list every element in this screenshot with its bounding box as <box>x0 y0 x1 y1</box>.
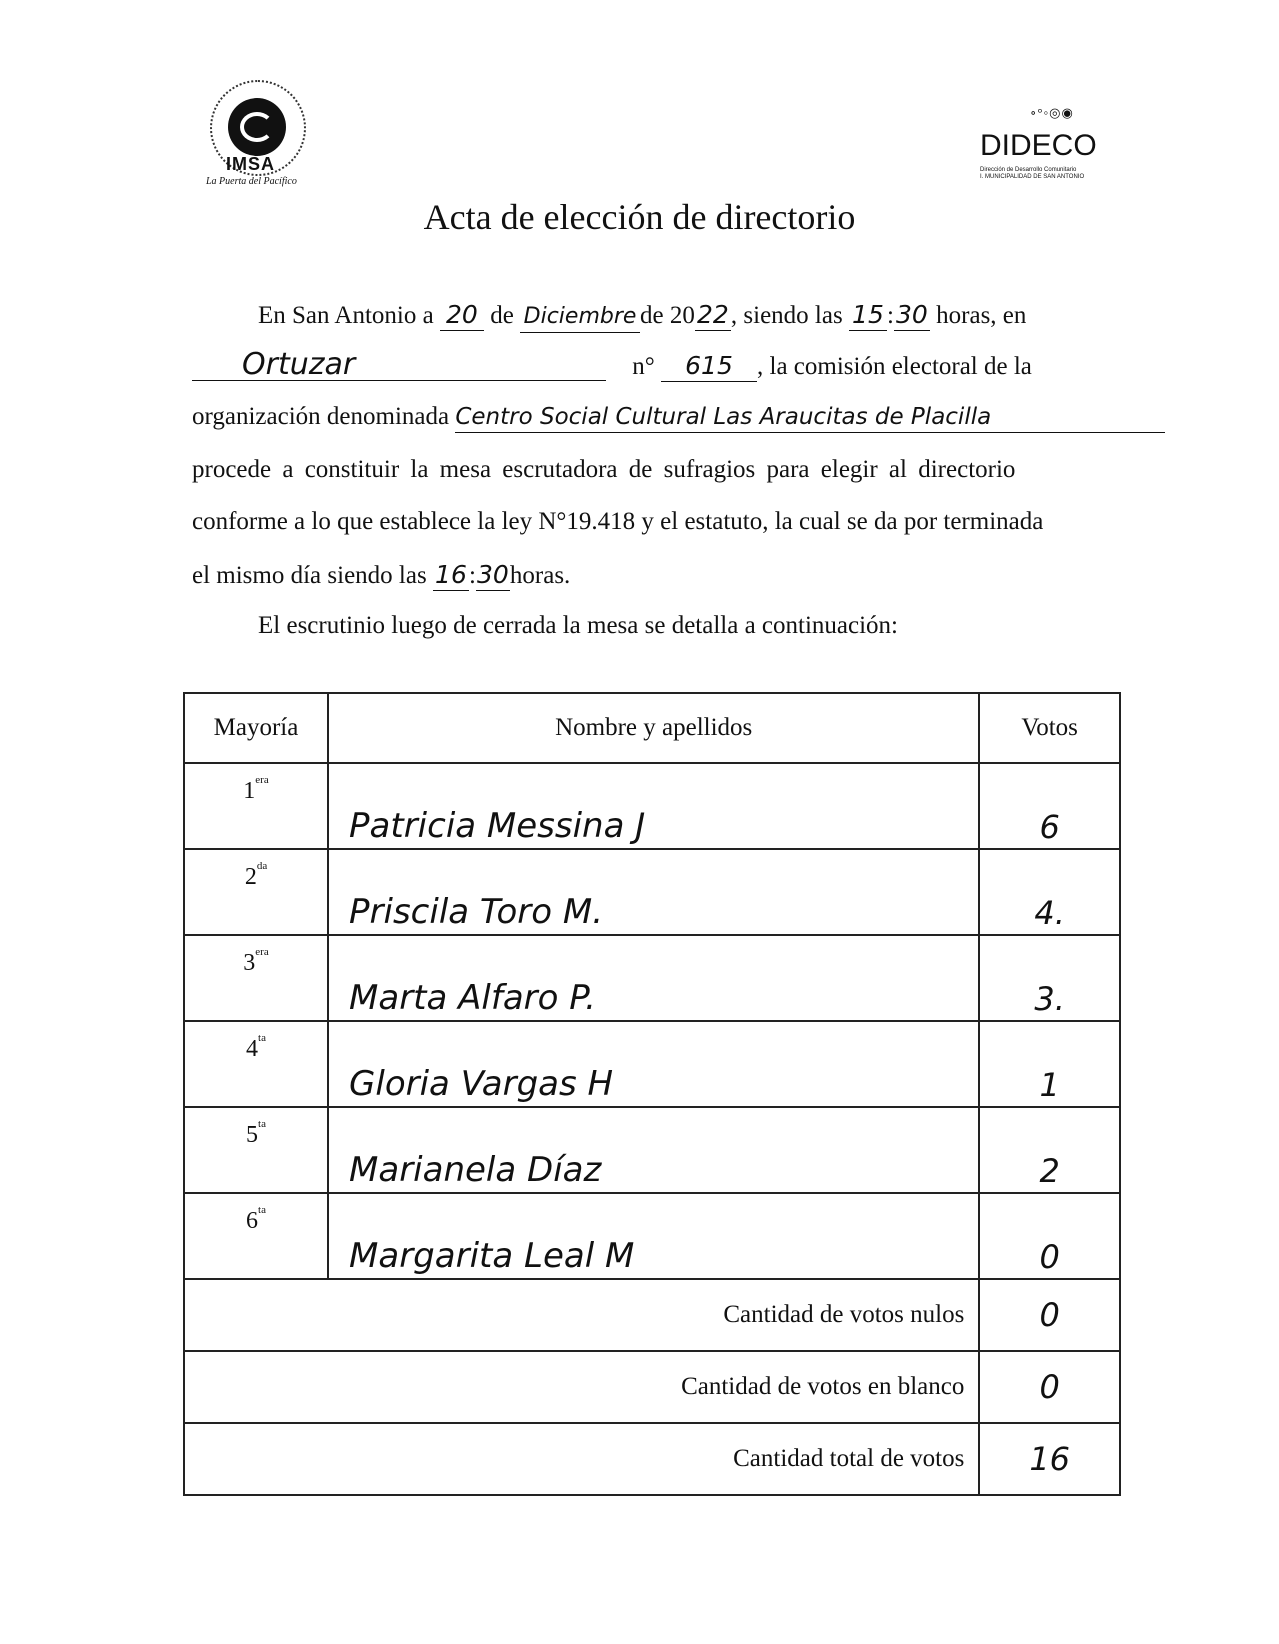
row-name: Marianela Díaz <box>328 1107 979 1193</box>
table-row <box>184 849 1120 935</box>
row-rank: $1^{era}$ <box>184 763 328 849</box>
start-minute-field: 30 <box>894 300 930 331</box>
row-name: Margarita Leal M <box>328 1193 979 1279</box>
header-name: Nombre y apellidos <box>328 693 979 763</box>
row-rank: $5^{ta}$ <box>184 1107 328 1193</box>
end-minute-field: 30 <box>477 560 509 589</box>
row-votes: 4. <box>979 849 1120 935</box>
row-rank: $3^{era}$ <box>184 935 328 1021</box>
table-row <box>184 1193 1120 1279</box>
votes-table <box>183 692 1121 1496</box>
row-name: Marta Alfaro P. <box>328 935 979 1021</box>
row-votes: 1 <box>979 1021 1120 1107</box>
imsa-logo-name: IMSA <box>226 154 275 174</box>
row-name: Gloria Vargas H <box>328 1021 979 1107</box>
header-rank: Mayoría <box>184 693 328 763</box>
end-hour-field: 16 <box>433 560 469 591</box>
row-rank: $6^{ta}$ <box>184 1193 328 1279</box>
blank-votes-label: Cantidad de votos en blanco <box>184 1351 979 1423</box>
row-name: Priscila Toro M. <box>328 849 979 935</box>
table-row <box>184 1107 1120 1193</box>
table-row <box>184 1021 1120 1107</box>
row-name: Patricia Messina J <box>328 763 979 849</box>
street-field: Ortuzar <box>192 350 606 381</box>
paragraph-line-4: procede a constituir la mesa escrutadora de sufragios para elegir al directorio <box>192 456 1016 483</box>
dideco-logo-subtitle: Dirección de Desarrollo Comunitario I. MUNICIPALIDAD DE SAN ANTONIO <box>980 167 1085 180</box>
total-votes-label: Cantidad total de votos <box>184 1423 979 1495</box>
imsa-logo-tagline: La Puerta del Pacífico <box>206 176 297 187</box>
day-field: 20 <box>440 300 484 331</box>
blank-votes-row <box>184 1351 1120 1423</box>
paragraph-line-1: En San Antonio a 20 de Diciembre de 2022, siendo las 15 :30 horas, en <box>258 300 1026 333</box>
row-votes: 6 <box>979 763 1120 849</box>
null-votes-value: 0 <box>979 1279 1120 1351</box>
row-votes: 3. <box>979 935 1120 1021</box>
month-field: Diciembre <box>520 302 640 333</box>
year-field: 22 <box>695 300 731 331</box>
row-votes: 2 <box>979 1107 1120 1193</box>
organization-name-field: Centro Social Cultural Las Araucitas de Placilla <box>455 402 1165 433</box>
header-votes: Votos <box>979 693 1120 763</box>
street-number-field: 615 <box>661 351 757 382</box>
paragraph-line-6: el mismo día siendo las 16:30horas. <box>192 560 571 589</box>
null-votes-row <box>184 1279 1120 1351</box>
paragraph-line-3: organización denominada Centro Social Cultural Las Araucitas de Placilla <box>192 402 1165 433</box>
total-votes-value: 16 <box>979 1423 1120 1495</box>
paragraph-line-2: Ortuzar n° 615 , la comisión electoral de la <box>192 350 1032 382</box>
dideco-logo <box>980 105 1120 185</box>
table-header-row <box>184 693 1120 763</box>
table-row <box>184 935 1120 1021</box>
table-row <box>184 763 1120 849</box>
null-votes-label: Cantidad de votos nulos <box>184 1279 979 1351</box>
paragraph-line-7: El escrutinio luego de cerrada la mesa se detalla a continuación: <box>258 612 899 639</box>
dideco-dots-icon: ∘°◦◎◉ <box>1030 105 1074 120</box>
imsa-emblem-icon <box>228 98 286 156</box>
row-votes: 0 <box>979 1193 1120 1279</box>
blank-votes-value: 0 <box>979 1351 1120 1423</box>
paragraph-line-5: conforme a lo que establece la ley N°19.418 y el estatuto, la cual se da por terminada <box>192 508 1044 535</box>
dideco-logo-name: DIDECO <box>980 129 1097 162</box>
imsa-logo <box>200 80 320 190</box>
total-votes-row <box>184 1423 1120 1495</box>
row-rank: $4^{ta}$ <box>184 1021 328 1107</box>
document-title: Acta de elección de directorio <box>423 197 856 237</box>
row-rank: $2^{da}$ <box>184 849 328 935</box>
start-hour-field: 15 <box>849 300 887 331</box>
